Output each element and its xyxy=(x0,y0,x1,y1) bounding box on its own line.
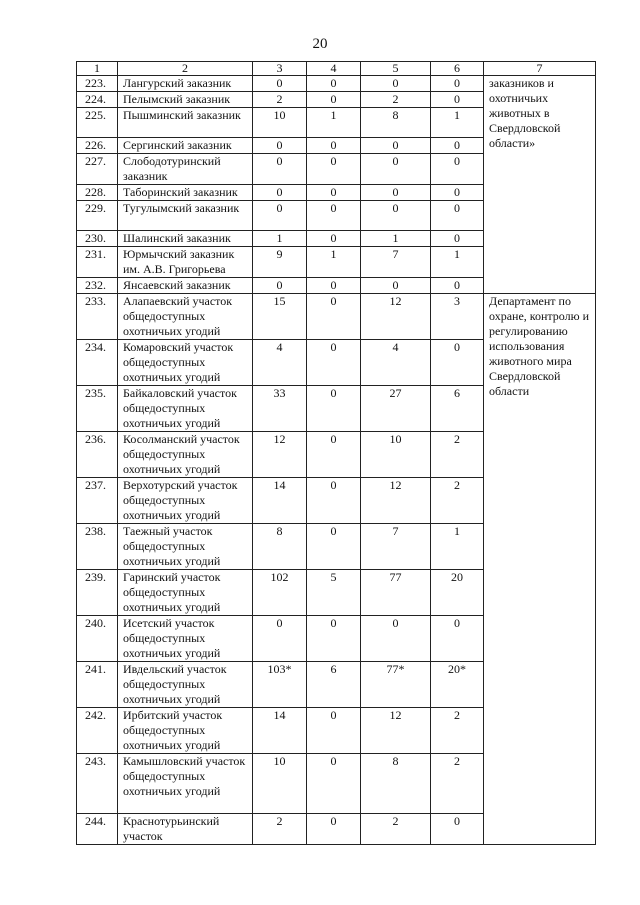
value-col-5: 0 xyxy=(361,138,431,154)
row-number: 230. xyxy=(77,231,118,247)
value-col-4: 0 xyxy=(307,154,361,185)
value-col-4: 0 xyxy=(307,814,361,845)
table-body xyxy=(77,62,596,845)
value-col-5: 2 xyxy=(361,814,431,845)
responsible-body-department: Департамент по охране, контролю и регулированию использования животного мира Свердловской области xyxy=(484,294,596,845)
value-col-3: 8 xyxy=(253,524,307,570)
value-col-3: 103* xyxy=(253,662,307,708)
value-col-6: 0 xyxy=(431,201,484,231)
value-col-3: 1 xyxy=(253,231,307,247)
value-col-4: 0 xyxy=(307,340,361,386)
table-row xyxy=(77,76,596,92)
value-col-6: 0 xyxy=(431,814,484,845)
row-number: 237. xyxy=(77,478,118,524)
value-col-4: 0 xyxy=(307,754,361,814)
value-col-3: 0 xyxy=(253,76,307,92)
value-col-4: 0 xyxy=(307,76,361,92)
value-col-3: 2 xyxy=(253,814,307,845)
value-col-3: 14 xyxy=(253,478,307,524)
row-number: 238. xyxy=(77,524,118,570)
value-col-6: 0 xyxy=(431,154,484,185)
table-row xyxy=(77,294,596,340)
area-name: Гаринский участок общедоступных охотничьих угодий xyxy=(118,570,253,616)
area-name: Камышловский участок общедоступных охотничьих угодий xyxy=(118,754,253,814)
row-number: 242. xyxy=(77,708,118,754)
value-col-5: 27 xyxy=(361,386,431,432)
value-col-4: 6 xyxy=(307,662,361,708)
value-col-6: 1 xyxy=(431,247,484,278)
value-col-5: 0 xyxy=(361,76,431,92)
value-col-6: 2 xyxy=(431,754,484,814)
value-col-4: 0 xyxy=(307,386,361,432)
value-col-5: 12 xyxy=(361,478,431,524)
value-col-5: 10 xyxy=(361,432,431,478)
value-col-3: 0 xyxy=(253,201,307,231)
value-col-3: 10 xyxy=(253,754,307,814)
value-col-5: 8 xyxy=(361,754,431,814)
value-col-6: 0 xyxy=(431,231,484,247)
value-col-6: 0 xyxy=(431,185,484,201)
row-number: 232. xyxy=(77,278,118,294)
hunting-quota-table xyxy=(76,61,596,845)
value-col-6: 0 xyxy=(431,278,484,294)
row-number: 226. xyxy=(77,138,118,154)
row-number: 236. xyxy=(77,432,118,478)
area-name: Слободотуринский заказник xyxy=(118,154,253,185)
value-col-3: 102 xyxy=(253,570,307,616)
value-col-3: 0 xyxy=(253,185,307,201)
value-col-5: 7 xyxy=(361,247,431,278)
header-cell: 3 xyxy=(253,62,307,76)
page-number: 20 xyxy=(312,36,328,52)
value-col-3: 0 xyxy=(253,278,307,294)
area-name: Тугулымский заказник xyxy=(118,201,253,231)
value-col-4: 0 xyxy=(307,432,361,478)
value-col-5: 12 xyxy=(361,708,431,754)
header-row xyxy=(77,62,596,76)
area-name: Косолманский участок общедоступных охотничьих угодий xyxy=(118,432,253,478)
value-col-4: 0 xyxy=(307,616,361,662)
value-col-4: 0 xyxy=(307,185,361,201)
header-cell: 5 xyxy=(361,62,431,76)
value-col-4: 1 xyxy=(307,108,361,138)
value-col-5: 77 xyxy=(361,570,431,616)
value-col-3: 10 xyxy=(253,108,307,138)
header-cell: 2 xyxy=(118,62,253,76)
value-col-6: 1 xyxy=(431,108,484,138)
value-col-5: 0 xyxy=(361,201,431,231)
value-col-6: 0 xyxy=(431,92,484,108)
value-col-3: 2 xyxy=(253,92,307,108)
value-col-5: 2 xyxy=(361,92,431,108)
row-number: 223. xyxy=(77,76,118,92)
value-col-6: 2 xyxy=(431,708,484,754)
value-col-4: 0 xyxy=(307,231,361,247)
value-col-5: 0 xyxy=(361,616,431,662)
value-col-3: 14 xyxy=(253,708,307,754)
value-col-4: 0 xyxy=(307,708,361,754)
row-number: 239. xyxy=(77,570,118,616)
area-name: Исетский участок общедоступных охотничьих угодий xyxy=(118,616,253,662)
value-col-6: 20 xyxy=(431,570,484,616)
responsible-body-reserves: заказников и охотничьих животных в Свердловской области» xyxy=(484,76,596,294)
value-col-3: 0 xyxy=(253,616,307,662)
area-name: Байкаловский участок общедоступных охотничьих угодий xyxy=(118,386,253,432)
area-name: Ирбитский участок общедоступных охотничьих угодий xyxy=(118,708,253,754)
area-name: Пелымский заказник xyxy=(118,92,253,108)
value-col-5: 12 xyxy=(361,294,431,340)
area-name: Шалинский заказник xyxy=(118,231,253,247)
header-cell: 4 xyxy=(307,62,361,76)
row-number: 233. xyxy=(77,294,118,340)
area-name: Лангурский заказник xyxy=(118,76,253,92)
area-name: Краснотурьинский участок xyxy=(118,814,253,845)
value-col-4: 5 xyxy=(307,570,361,616)
value-col-6: 0 xyxy=(431,76,484,92)
row-number: 244. xyxy=(77,814,118,845)
value-col-5: 7 xyxy=(361,524,431,570)
row-number: 228. xyxy=(77,185,118,201)
value-col-3: 33 xyxy=(253,386,307,432)
row-number: 227. xyxy=(77,154,118,185)
value-col-6: 0 xyxy=(431,616,484,662)
header-cell: 1 xyxy=(77,62,118,76)
value-col-6: 2 xyxy=(431,432,484,478)
value-col-4: 0 xyxy=(307,201,361,231)
row-number: 225. xyxy=(77,108,118,138)
value-col-5: 1 xyxy=(361,231,431,247)
value-col-6: 3 xyxy=(431,294,484,340)
value-col-4: 0 xyxy=(307,524,361,570)
row-number: 243. xyxy=(77,754,118,814)
value-col-3: 4 xyxy=(253,340,307,386)
value-col-3: 15 xyxy=(253,294,307,340)
area-name: Пышминский заказник xyxy=(118,108,253,138)
row-number: 224. xyxy=(77,92,118,108)
value-col-4: 1 xyxy=(307,247,361,278)
value-col-5: 4 xyxy=(361,340,431,386)
value-col-5: 0 xyxy=(361,185,431,201)
value-col-3: 0 xyxy=(253,154,307,185)
area-name: Верхотурский участок общедоступных охотничьих угодий xyxy=(118,478,253,524)
area-name: Комаровский участок общедоступных охотничьих угодий xyxy=(118,340,253,386)
value-col-3: 0 xyxy=(253,138,307,154)
area-name: Янсаевский заказник xyxy=(118,278,253,294)
header-cell: 7 xyxy=(484,62,596,76)
value-col-3: 12 xyxy=(253,432,307,478)
row-number: 234. xyxy=(77,340,118,386)
area-name: Сергинский заказник xyxy=(118,138,253,154)
header-cell: 6 xyxy=(431,62,484,76)
value-col-3: 9 xyxy=(253,247,307,278)
value-col-6: 1 xyxy=(431,524,484,570)
area-name: Алапаевский участок общедоступных охотничьих угодий xyxy=(118,294,253,340)
value-col-6: 6 xyxy=(431,386,484,432)
value-col-5: 8 xyxy=(361,108,431,138)
row-number: 231. xyxy=(77,247,118,278)
area-name: Юрмычский заказник им. А.В. Григорьева xyxy=(118,247,253,278)
value-col-5: 0 xyxy=(361,154,431,185)
value-col-5: 77* xyxy=(361,662,431,708)
row-number: 240. xyxy=(77,616,118,662)
value-col-6: 0 xyxy=(431,138,484,154)
value-col-4: 0 xyxy=(307,278,361,294)
row-number: 229. xyxy=(77,201,118,231)
value-col-4: 0 xyxy=(307,138,361,154)
row-number: 241. xyxy=(77,662,118,708)
area-name: Таборинский заказник xyxy=(118,185,253,201)
value-col-4: 0 xyxy=(307,294,361,340)
value-col-6: 0 xyxy=(431,340,484,386)
area-name: Таежный участок общедоступных охотничьих угодий xyxy=(118,524,253,570)
value-col-6: 20* xyxy=(431,662,484,708)
value-col-4: 0 xyxy=(307,478,361,524)
area-name: Ивдельский участок общедоступных охотничьих угодий xyxy=(118,662,253,708)
value-col-4: 0 xyxy=(307,92,361,108)
row-number: 235. xyxy=(77,386,118,432)
value-col-6: 2 xyxy=(431,478,484,524)
value-col-5: 0 xyxy=(361,278,431,294)
